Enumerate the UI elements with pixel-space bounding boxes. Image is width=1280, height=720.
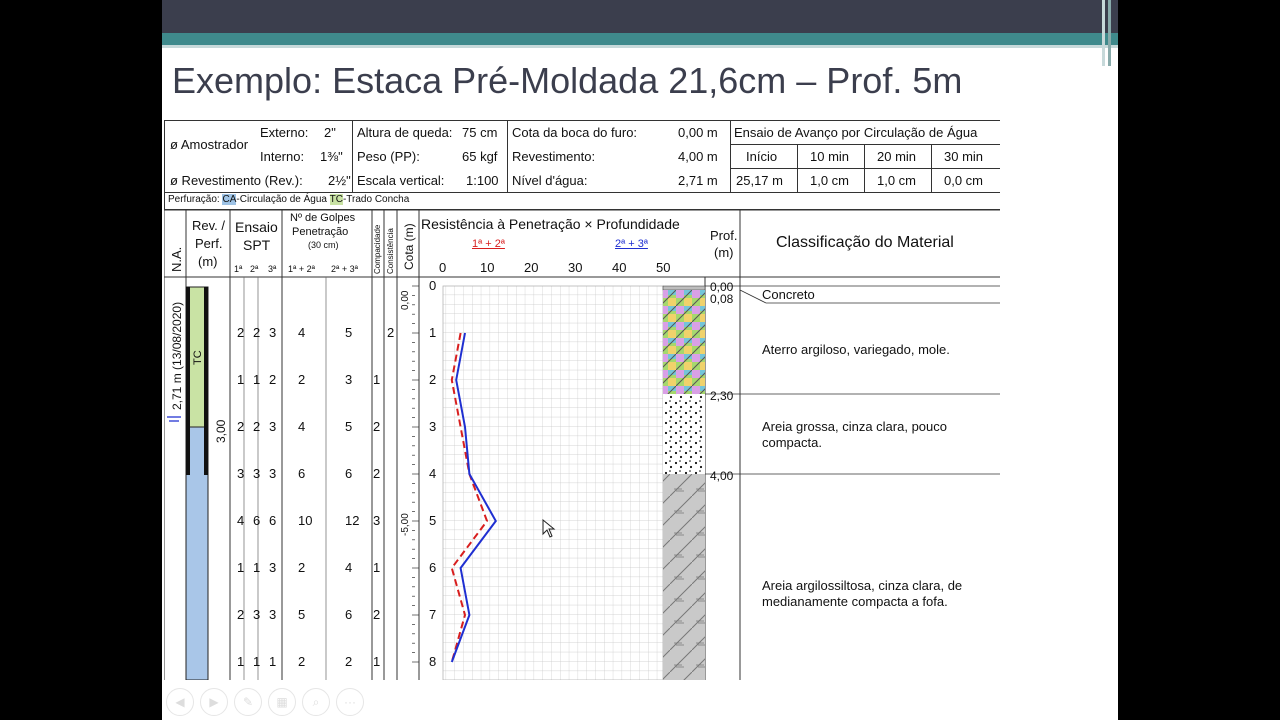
- x-tick-label: 0: [439, 260, 447, 275]
- spt-cell-s3: 1: [269, 654, 277, 669]
- ensaio-col-0: Início: [746, 149, 778, 164]
- depth-tick-label: 2: [429, 372, 437, 387]
- col-golpes-label: Nº de Golpes: [290, 212, 356, 224]
- prev-icon[interactable]: ◀: [166, 688, 194, 716]
- spt-cell-s3: 3: [269, 466, 277, 481]
- perfuracao-prefix: Perfuração:: [168, 194, 220, 205]
- revestimento-label: Revestimento:: [512, 149, 596, 164]
- spt-cell-g23: 6: [345, 466, 353, 481]
- borehole-log: [164, 210, 1000, 680]
- depth-tick-label: 4: [429, 466, 437, 481]
- altura-value: 75 cm: [462, 125, 498, 140]
- lithology-areia-grossa: [663, 394, 705, 474]
- perfuracao-tc-text: -Trado Concha: [342, 194, 410, 205]
- layer-desc-concreto: Concreto: [762, 287, 815, 302]
- col-penetracao-label: Penetração: [292, 226, 349, 238]
- amostrador-label: ø Amostrador: [170, 137, 249, 152]
- depth-tick-label: 3: [429, 419, 437, 434]
- borehole-header: [164, 120, 1000, 210]
- spt-cell-g12: 6: [298, 466, 306, 481]
- depth-tick-label: 6: [429, 560, 437, 575]
- perfuracao-ca-text: -Circulação de Água: [236, 194, 327, 205]
- ensaio-avanco-title: Ensaio de Avanço por Circulação de Água: [734, 125, 978, 140]
- ensaio-col-1: 10 min: [810, 149, 850, 164]
- spt-cell-g23: 5: [345, 419, 353, 434]
- col-spt-sub-1: 1ª: [234, 264, 243, 274]
- spt-cell-comp: 2: [373, 419, 381, 434]
- col-prof-unit: (m): [714, 245, 734, 260]
- revestimento-diam-label: ø Revestimento (Rev.):: [170, 173, 303, 188]
- col-prof-label: Prof.: [710, 228, 738, 243]
- spt-cell-comp: 2: [373, 466, 381, 481]
- interno-value: 1⅜": [320, 149, 343, 164]
- spt-cell-s2: 1: [253, 372, 261, 387]
- spt-cell-s2: 2: [253, 419, 261, 434]
- spt-cell-g23: 4: [345, 560, 353, 575]
- col-classificacao-label: Classificação do Material: [776, 234, 954, 251]
- perfuracao-tc: TC: [329, 194, 343, 205]
- zoom-icon[interactable]: ⌕: [302, 688, 330, 716]
- layer-desc-areia-argilossiltosa: Areia argilossiltosa, cinza clara, de medianamente compacta a fofa.: [762, 578, 963, 609]
- depth-tick-label: 0: [429, 278, 437, 293]
- spt-cell-s1: 1: [237, 372, 245, 387]
- spt-cell-s1: 3: [237, 466, 245, 481]
- col-spt-sub-3: 3ª: [268, 264, 277, 274]
- x-tick-label: 40: [612, 260, 627, 275]
- col-rev-label: Rev. /: [192, 218, 225, 233]
- mouse-cursor-icon: [542, 519, 556, 539]
- lithology-areia-argilossiltosa: [663, 474, 705, 680]
- layer-top-label: 0,00: [710, 280, 734, 294]
- cota-boca-value: 0,00 m: [678, 125, 718, 140]
- x-tick-label: 10: [480, 260, 495, 275]
- depth-tick-label: 1: [429, 325, 437, 340]
- ensaio-col-2: 20 min: [877, 149, 917, 164]
- spt-cell-g12: 2: [298, 372, 306, 387]
- spt-cell-s1: 2: [237, 419, 245, 434]
- perfuracao-legend: [168, 194, 409, 205]
- spt-cell-s3: 3: [269, 560, 277, 575]
- spt-cell-g23: 5: [345, 325, 353, 340]
- ensaio-val-0: 25,17 m: [736, 173, 783, 188]
- layer-desc-aterro: Aterro argiloso, variegado, mole.: [762, 342, 950, 357]
- depth-tick-label: 7: [429, 607, 437, 622]
- slide-accent-stripe: [162, 33, 1118, 45]
- col-spt-label: SPT: [243, 237, 271, 253]
- depth-tick-label: 8: [429, 654, 437, 669]
- x-tick-label: 20: [524, 260, 539, 275]
- cota-mid-label: -5,00: [400, 513, 411, 536]
- slides-icon[interactable]: ▦: [268, 688, 296, 716]
- col-penetracao-unit: (30 cm): [308, 240, 339, 250]
- col-ensaio-label: Ensaio: [235, 219, 278, 235]
- slide-accent-white-line: [727, 51, 1047, 53]
- slide-title: Exemplo: Estaca Pré-Moldada 21,6cm – Prof. 5m: [172, 60, 963, 101]
- layer-top-label: 0,08: [710, 292, 734, 306]
- spt-cell-g23: 2: [345, 654, 353, 669]
- spt-cell-s3: 3: [269, 607, 277, 622]
- layer-top-label: 2,30: [710, 389, 734, 403]
- spt-cell-s2: 1: [253, 654, 261, 669]
- spt-cell-g12: 2: [298, 654, 306, 669]
- altura-label: Altura de queda:: [357, 125, 453, 140]
- externo-label: Externo:: [260, 125, 309, 140]
- ensaio-col-3: 30 min: [944, 149, 984, 164]
- ensaio-val-1: 1,0 cm: [810, 173, 850, 188]
- perfuracao-ca: CA: [222, 194, 237, 205]
- spt-cell-g23: 6: [345, 607, 353, 622]
- escala-label: Escala vertical:: [357, 173, 445, 188]
- spt-cell-g12: 10: [298, 513, 313, 528]
- slide-accent-bar: [1102, 0, 1105, 66]
- na-date-label: 2,71 m (13/08/2020): [170, 301, 184, 410]
- spt-cell-comp: 1: [373, 654, 381, 669]
- spt-cell-s1: 1: [237, 654, 245, 669]
- slide-top-bar: [162, 0, 1118, 33]
- col-cota-label: Cota (m): [402, 223, 416, 270]
- spt-cell-g12: 4: [298, 419, 306, 434]
- revestimento-diam-value: 2½": [328, 173, 351, 188]
- letterbox-right: [1118, 0, 1280, 720]
- col-golpes-sub-1: 1ª + 2ª: [288, 264, 315, 274]
- externo-value: 2": [324, 125, 336, 140]
- more-icon[interactable]: ···: [336, 688, 364, 716]
- spt-cell-comp: 1: [373, 560, 381, 575]
- pen-icon[interactable]: ✎: [234, 688, 262, 716]
- slide-accent-line: [162, 45, 1118, 48]
- escala-value: 1:100: [466, 173, 499, 188]
- col-na-label: N.A.: [169, 246, 184, 272]
- spt-cell-s1: 4: [237, 513, 245, 528]
- col-golpes-sub-2: 2ª + 3ª: [331, 264, 358, 274]
- nivel-agua-value: 2,71 m: [678, 173, 718, 188]
- spt-cell-s3: 6: [269, 513, 277, 528]
- revestimento-value: 4,00 m: [678, 149, 718, 164]
- cota-top-label: 0,00: [400, 290, 411, 310]
- rev-depth-label: 3,00: [214, 419, 228, 443]
- legend-series-b: 2ª + 3ª: [615, 238, 648, 250]
- peso-value: 65 kgf: [462, 149, 498, 164]
- lithology-concreto: [663, 286, 705, 290]
- col-revperf-unit: (m): [198, 254, 218, 269]
- spt-cell-g12: 2: [298, 560, 306, 575]
- spt-cell-s1: 2: [237, 325, 245, 340]
- slide-accent-bar: [1108, 0, 1111, 66]
- spt-cell-g23: 12: [345, 513, 360, 528]
- spt-cell-s2: 3: [253, 466, 261, 481]
- layer-top-label: 4,00: [710, 469, 734, 483]
- spt-cell-s3: 3: [269, 419, 277, 434]
- spt-cell-s2: 1: [253, 560, 261, 575]
- legend-series-a: 1ª + 2ª: [472, 238, 505, 250]
- spt-cell-comp: 2: [373, 607, 381, 622]
- spt-cell-g23: 3: [345, 372, 353, 387]
- layer-desc-areia-grossa: Areia grossa, cinza clara, pouco compacta.: [762, 419, 947, 450]
- chart-title: Resistência à Penetração × Profundidade: [421, 216, 680, 232]
- spt-cell-s2: 2: [253, 325, 261, 340]
- interno-label: Interno:: [260, 149, 305, 164]
- cota-boca-label: Cota da boca do furo:: [512, 125, 638, 140]
- spt-cell-s1: 2: [237, 607, 245, 622]
- chart-plot-area: [443, 286, 663, 680]
- spt-cell-s1: 1: [237, 560, 245, 575]
- spt-cell-s2: 6: [253, 513, 261, 528]
- peso-label: Peso (PP):: [357, 149, 420, 164]
- col-compacidade-label: Compacidade: [373, 224, 382, 274]
- cota-axis-ticks: [412, 286, 419, 662]
- col-perf-label: Perf.: [195, 236, 223, 251]
- nivel-agua-label: Nível d'água:: [512, 173, 588, 188]
- col-consistencia-label: Consistência: [386, 228, 395, 274]
- x-tick-label: 30: [568, 260, 583, 275]
- slide: [162, 0, 1118, 720]
- spt-cell-cons: 2: [387, 325, 395, 340]
- ensaio-val-2: 1,0 cm: [877, 173, 917, 188]
- next-icon[interactable]: ▶: [200, 688, 228, 716]
- spt-cell-g12: 4: [298, 325, 306, 340]
- spt-cell-comp: 3: [373, 513, 381, 528]
- x-tick-label: 50: [656, 260, 671, 275]
- col-spt-sub-2: 2ª: [250, 264, 259, 274]
- lithology-aterro: [663, 290, 705, 394]
- spt-cell-s3: 3: [269, 325, 277, 340]
- spt-cell-s2: 3: [253, 607, 261, 622]
- ensaio-val-3: 0,0 cm: [944, 173, 984, 188]
- spt-cell-comp: 1: [373, 372, 381, 387]
- spt-cell-s3: 2: [269, 372, 277, 387]
- tc-label: TC: [192, 350, 204, 365]
- spt-cell-g12: 5: [298, 607, 306, 622]
- depth-tick-label: 5: [429, 513, 437, 528]
